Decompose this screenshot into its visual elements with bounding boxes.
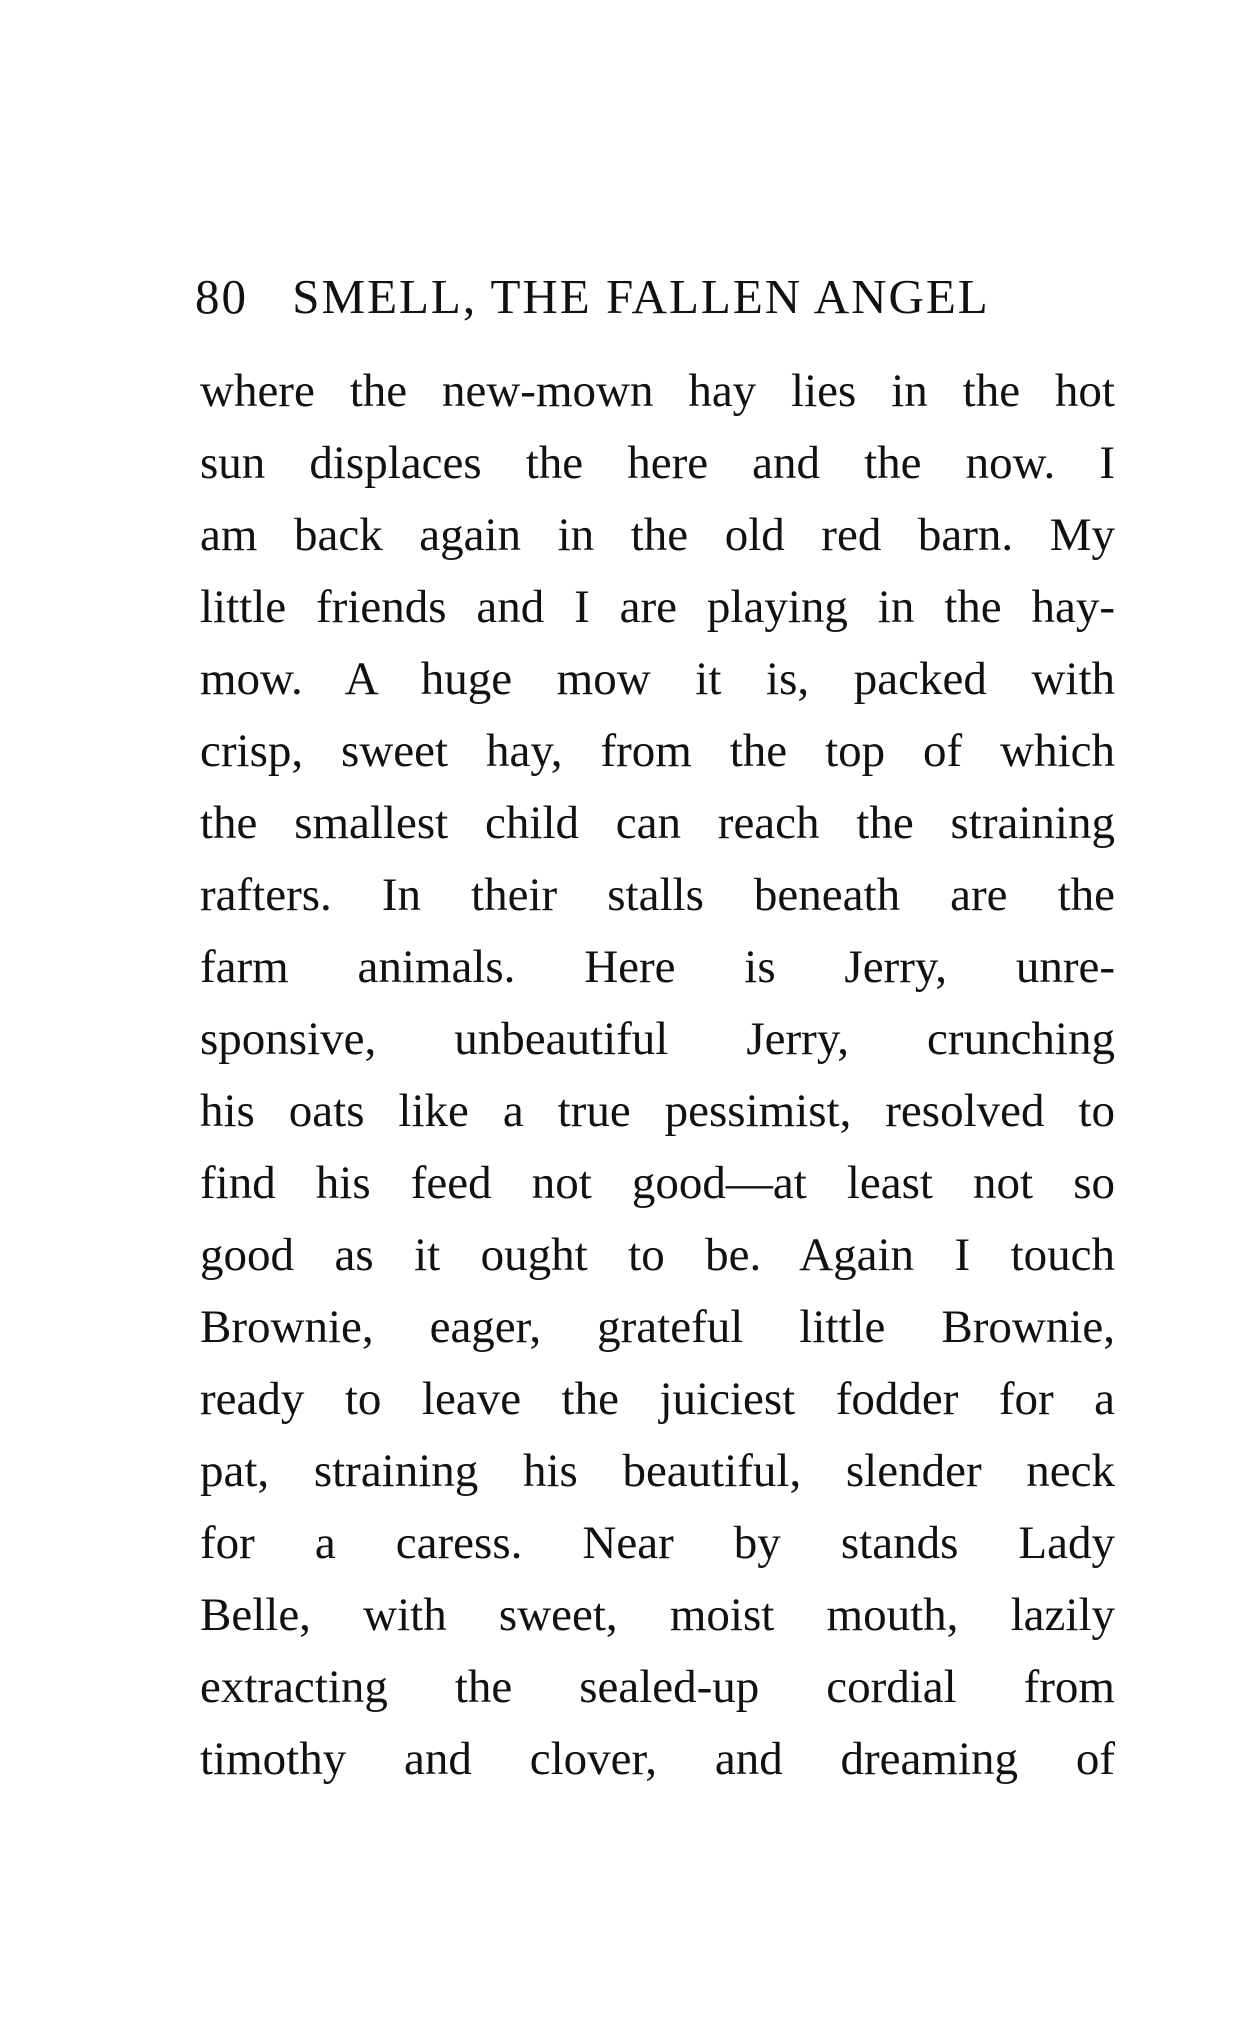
page-number: 80 bbox=[195, 269, 248, 324]
text-line: Brownie, eager, grateful little Brownie, bbox=[200, 1301, 1115, 1353]
running-head bbox=[195, 262, 1095, 332]
text-line: timothy and clover, and dreaming of bbox=[200, 1733, 1115, 1785]
text-line: farm animals. Here is Jerry, unre- bbox=[200, 941, 1115, 993]
text-line: extracting the sealed-up cordial from bbox=[200, 1661, 1115, 1713]
body-text bbox=[200, 355, 1115, 1795]
text-line: sponsive, unbeautiful Jerry, crunching bbox=[200, 1013, 1115, 1065]
text-line: his oats like a true pessimist, resolved to bbox=[200, 1085, 1115, 1137]
text-line: pat, straining his beautiful, slender neck bbox=[200, 1445, 1115, 1497]
text-line: am back again in the old red barn. My bbox=[200, 509, 1115, 561]
text-line: crisp, sweet hay, from the top of which bbox=[200, 725, 1115, 777]
text-line: the smallest child can reach the straining bbox=[200, 797, 1115, 849]
text-line: ready to leave the juiciest fodder for a bbox=[200, 1373, 1115, 1425]
text-line: find his feed not good—at least not so bbox=[200, 1157, 1115, 1209]
text-line: rafters. In their stalls beneath are the bbox=[200, 869, 1115, 921]
text-line: Belle, with sweet, moist mouth, lazily bbox=[200, 1589, 1115, 1641]
running-title: SMELL, THE FALLEN ANGEL bbox=[292, 269, 990, 324]
text-line: where the new-mown hay lies in the hot bbox=[200, 365, 1115, 417]
text-line: little friends and I are playing in the hay- bbox=[200, 581, 1115, 633]
text-line: sun displaces the here and the now. I bbox=[200, 437, 1115, 489]
text-line: mow. A huge mow it is, packed with bbox=[200, 653, 1115, 705]
text-line: for a caress. Near by stands Lady bbox=[200, 1517, 1115, 1569]
text-line: good as it ought to be. Again I touch bbox=[200, 1229, 1115, 1281]
